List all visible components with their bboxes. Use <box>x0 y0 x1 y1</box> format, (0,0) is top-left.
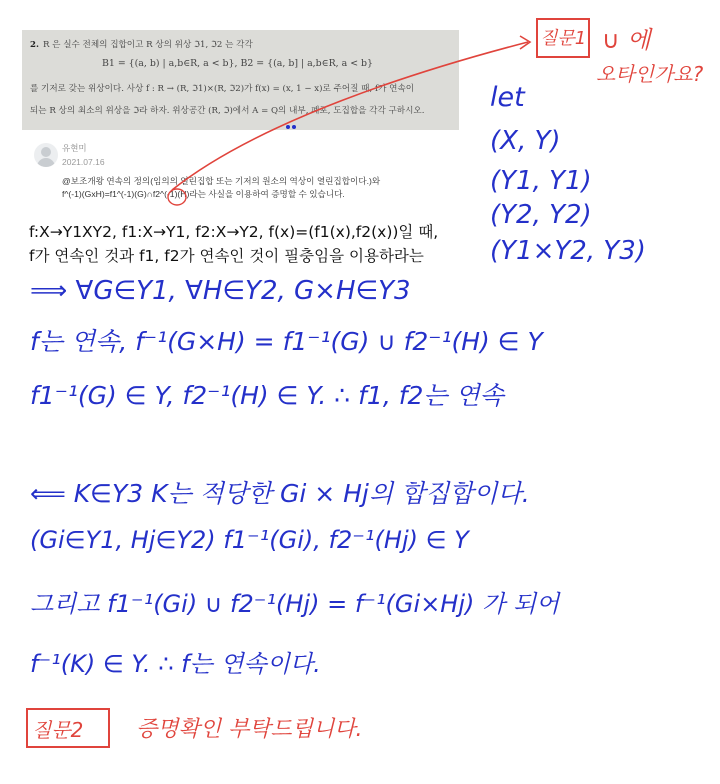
textbook-line-4: 되는 R 상의 최소의 위상을 ℑ라 하자. 위상공간 (R, ℑ)에서 A = Q의 내부, 폐포, 도집합을 각각 구하시오. <box>30 106 425 116</box>
blue-dot-mark <box>286 125 290 129</box>
side-note-space-1: (X, Y) <box>490 126 561 156</box>
question1-text-2: 오타인가요? <box>596 62 704 86</box>
question2-label: 질문2 <box>32 718 84 742</box>
side-note-let: let <box>490 82 525 113</box>
comment-date: 2021.07.16 <box>62 157 105 167</box>
comment-body-line-1: @보조개왕 연속의 정의(임의의 열린집합 또는 기저의 원소의 역상이 열린집합이다.)와 <box>62 176 381 186</box>
comment-author: 유현미 <box>62 143 87 153</box>
hint-line-2: f가 연속인 것과 f1, f2가 연속인 것이 필충임을 이용하라는 <box>29 247 424 265</box>
proof-forward-line-1: ⟹ ∀G∈Y1, ∀H∈Y2, G×H∈Y3 <box>30 276 411 306</box>
proof-backward-line-1: ⟸ K∈Y3 K는 적당한 Gi × Hj의 합집합이다. <box>30 479 530 508</box>
proof-forward-line-3: f1⁻¹(G) ∈ Y, f2⁻¹(H) ∈ Y. ∴ f1, f2는 연속 <box>30 381 504 410</box>
question1-text-1: ∪ 에 <box>602 26 651 54</box>
comment-body-line-2: f^(-1)(GxH)=f1^(-1)(G)∩f2^(-1)(H)라는 사실을 이용하여 증명할 수 있습니다. <box>62 189 345 199</box>
question2-text: 증명확인 부탁드립니다. <box>136 717 363 742</box>
side-note-space-4: (Y1×Y2, Y3) <box>490 236 646 266</box>
question1-label: 질문1 <box>540 28 587 49</box>
hint-line-1: f:X→Y1XY2, f1:X→Y1, f2:X→Y2, f(x)=(f1(x),f2(x))일 때, <box>29 223 439 241</box>
side-note-space-2: (Y1, Y1) <box>490 166 592 196</box>
blue-dot-mark <box>292 125 296 129</box>
red-circle-mark <box>168 189 186 205</box>
red-arrow-stroke <box>172 42 528 190</box>
proof-backward-line-3: 그리고 f1⁻¹(Gi) ∪ f2⁻¹(Hj) = f⁻¹(Gi×Hj) 가 되어 <box>30 590 560 618</box>
textbook-line-1: 2. R 은 실수 전체의 집합이고 R 상의 위상 ℑ1, ℑ2 는 각각 <box>30 40 253 50</box>
textbook-line-2: B1 = {(a, b) | a,b∈R, a < b}, B2 = {(a, b] | a,b∈R, a < b} <box>102 58 373 69</box>
side-note-space-3: (Y2, Y2) <box>490 200 592 230</box>
proof-backward-line-2: (Gi∈Y1, Hj∈Y2) f1⁻¹(Gi), f2⁻¹(Hj) ∈ Y <box>30 526 469 554</box>
textbook-line-3: 를 기저로 갖는 위상이다. 사상 f : R → (R, ℑ1)×(R, ℑ2)가 f(x) = (x, 1 − x)로 주어질 때, f가 연속이 <box>30 84 415 94</box>
proof-forward-line-2: f는 연속, f⁻¹(G×H) = f1⁻¹(G) ∪ f2⁻¹(H) ∈ Y <box>30 327 543 356</box>
proof-backward-line-4: f⁻¹(K) ∈ Y. ∴ f는 연속이다. <box>30 650 321 678</box>
